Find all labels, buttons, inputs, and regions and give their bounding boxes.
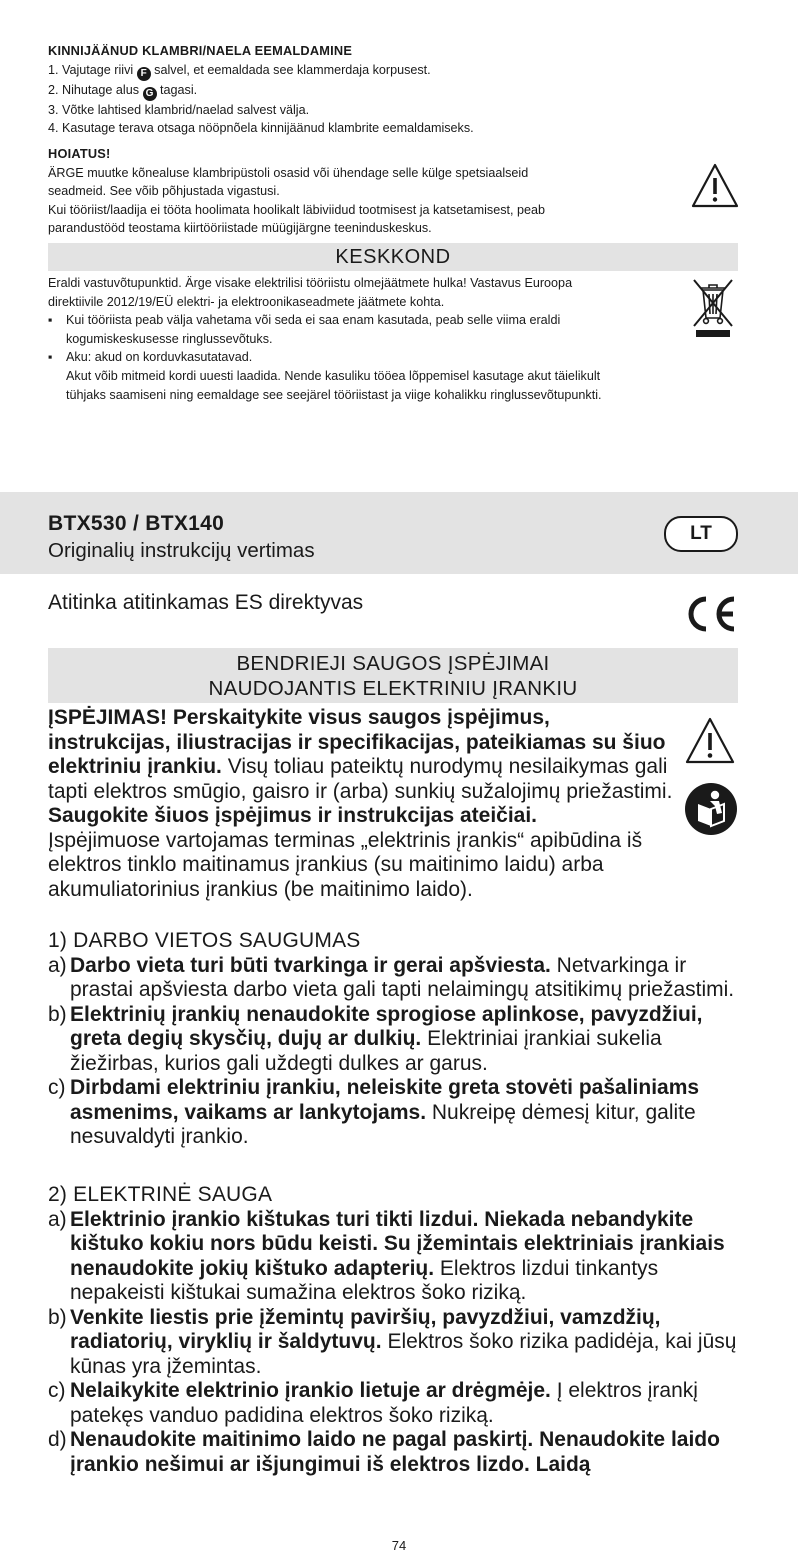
general-safety-subheading: NAUDOJANTIS ELEKTRINIU ĮRANKIU (208, 677, 578, 700)
list-item: a) Darbo vieta turi būti tvarkinga ir gerai apšviesta. Netvarkinga ir prastai apšviesta darbo vieta gali tapti nelaimingų atsitikimų priežastimi. (48, 953, 735, 1001)
environment-section (48, 274, 688, 404)
general-safety-heading-bar (48, 648, 738, 703)
removal-heading: KINNIJÄÄNUD KLAMBRI/NAELA EEMALDAMINE (48, 43, 353, 58)
environment-line: Eraldi vastuvõtupunktid. Ärge visake elektrilisi tööriistu olmejäätmete hulka! Vastavus Euroopa (48, 276, 573, 290)
list-item: b) Elektrinių įrankių nenaudokite sprogiose aplinkose, pavyzdžiui, greta degių skysčių, dujų ar dulkių. Elektriniai įrankiai sukelia žiežirbas, kurios gali uždegti dulkes ar garus. (48, 1002, 703, 1075)
list-item: b) Venkite liestis prie įžemintų paviršių, pavyzdžiui, vamzdžių, radiatorių, viryklių ir šaldytuvų. Elektros šoko rizika padidėja, kai jūsų kūnas yra įžemintas. (48, 1305, 737, 1378)
list-item: ▪ Kui tööriista peab välja vahetama või seda ei saa enam kasutada, peab selle viima eraldi kogumiskeskusesse ringlussevõtuks. (48, 313, 561, 346)
label-f-marker: F (137, 67, 151, 81)
warning-section (48, 145, 668, 238)
removal-steps (48, 61, 698, 138)
language-badge: LT (664, 516, 738, 552)
removal-step-2: 2. Nihutage alus G tagasi. (48, 82, 198, 99)
removal-step-1: 1. Vajutage riivi F salvel, et eemaldada see klammerdaja korpusest. (48, 62, 431, 79)
general-safety-heading: BENDRIEJI SAUGOS ĮSPĖJIMAI (236, 652, 550, 675)
crossed-out-bin-icon (690, 276, 736, 340)
page-number: 74 (391, 1538, 407, 1553)
section-electrical-safety (48, 1183, 748, 1477)
warning-triangle-icon (690, 162, 740, 210)
removal-section (48, 42, 698, 138)
removal-step-3: 3. Võtke lahtised klambrid/naelad salvest välja. (48, 102, 310, 117)
model-title: BTX530 / BTX140 (48, 512, 225, 535)
ce-mark-icon (684, 594, 738, 634)
conformity-text: Atitinka atitinkamas ES direktyvas (48, 591, 364, 614)
keep-instructions: Saugokite šiuos įspėjimus ir instrukcijas ateičiai. (48, 804, 538, 827)
ce-mark (684, 594, 738, 634)
list-item: c) Dirbdami elektriniu įrankiu, neleiskite greta stovėti pašaliniams asmenims, vaikams ar lankytojams. Nukreipę dėmesį kitur, galite nesuvaldyti įrankio. (48, 1076, 700, 1148)
warning-line: parandustööd teostama kiirtööriistade müügijärgne teeninduskeskus. (48, 221, 432, 236)
removal-step-4: 4. Kasutage terava otsaga nööpnõela kinnijäänud klambrite eemaldamiseks. (48, 121, 474, 136)
warning-line: Kui tööriist/laadija ei tööta hoolimata hoolikalt läbiviidud tootmisest ja katsetamisest, peab (48, 202, 546, 217)
list-item: c) Nelaikykite elektrinio įrankio lietuje ar drėgmėje. Į elektros įrankį patekęs vanduo padidina elektros šoko riziką. (48, 1379, 698, 1427)
section-work-area (48, 929, 748, 1150)
environment-heading-bar (48, 243, 738, 271)
label-g-marker: G (143, 87, 157, 101)
list-item: ▪ Aku: akud on korduvkasutatavad. Akut võib mitmeid kordi uuesti laadida. Nende kasuliku tööea lõppemisel kasutage akut täielikult tühjaks saamiseni ning eemaldage see seejärel tööriistast ja viige kohalikku ringlussevõtupunkti. (48, 350, 602, 402)
environment-line: direktiivile 2012/19/EÜ elektri- ja elektroonikaseadmete jäätmete kohta. (48, 294, 445, 309)
manual-subtitle: Originalių instrukcijų vertimas (48, 539, 315, 562)
list-item: a) Elektrinio įrankio kištukas turi tikti lizdui. Niekada nebandykite kištuko kokiu nors būdu keisti. Su įžemintais elektriniais įrankiais nenaudokite jokių kištuko adapterių. Elektros lizdui tinkantys nepakeisti kištukai sumažina elektros šoko riziką. (48, 1207, 725, 1304)
warning-heading: HOIATUS! (48, 146, 111, 161)
section-title: 2) ELEKTRINĖ SAUGA (48, 1183, 273, 1206)
term-definition: Įspėjimuose vartojamas terminas „elektrinis įrankis“ apibūdina iš elektros tinklo maitinamus įrankius (su maitinimo laidu) arba akumuliatorinius įrankius (be maitinimo laido). (48, 828, 643, 901)
warning-line: seadmeid. See võib põhjustada vigastusi. (48, 184, 280, 199)
read-manual-icon (684, 782, 738, 836)
environment-heading: KESKKOND (335, 246, 451, 268)
intro-paragraph: ĮSPĖJIMAS! Perskaitykite visus saugos įspėjimus, instrukcijas, iliustracijas ir specifikacijas, pateikiamas su šiuo elektriniu įrankiu. Visų toliau pateiktų nurodymų nesilaikymas gali tapti elektros smūgio, gaisro ir (arba) sunkių sužalojimų priežastimi. (48, 706, 673, 803)
list-item: d) Nenaudokite maitinimo laido ne pagal paskirtį. Nenaudokite laido įrankio nešimui ar išjungimui iš elektros lizdo. Laidą (48, 1428, 720, 1476)
warning-triangle-icon (684, 716, 736, 766)
warning-line: ÄRGE muutke kõnealuse klambripüstoli osasid või ühendage selle külge spetsiaalseid (48, 165, 529, 180)
section-title: 1) DARBO VIETOS SAUGUMAS (48, 929, 361, 952)
lt-intro (48, 706, 674, 902)
